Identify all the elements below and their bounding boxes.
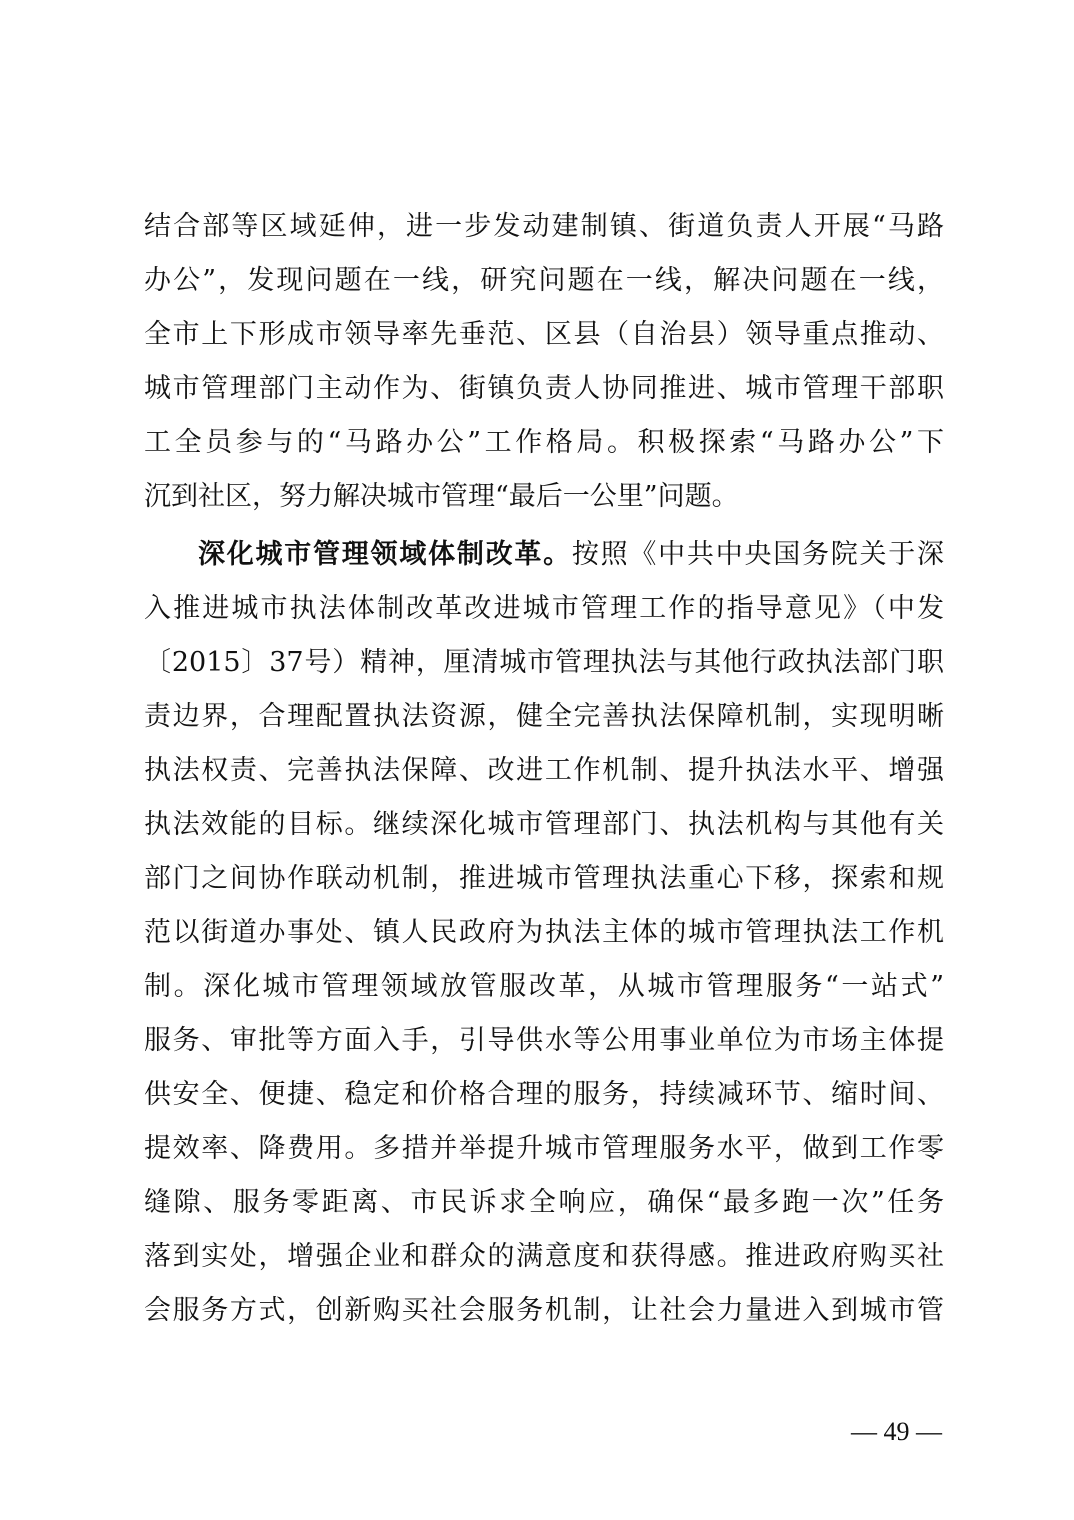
text-line: 部门之间协作联动机制，推进城市管理执法重心下移，探索和规 <box>144 863 944 894</box>
text-line: 执法效能的目标。继续深化城市管理部门、执法机构与其他有关 <box>144 809 944 840</box>
text-line-first <box>144 528 944 582</box>
text-line: 制。深化城市管理领域放管服改革，从城市管理服务“一站式” <box>144 971 944 1002</box>
text-line: 落到实处，增强企业和群众的满意度和获得感。推进政府购买社 <box>144 1241 944 1272</box>
text-line: 结合部等区域延伸，进一步发动建制镇、街道负责人开展“马路 <box>144 211 944 242</box>
paragraph-road-office <box>144 200 944 524</box>
text-line: 办公”，发现问题在一线，研究问题在一线，解决问题在一线， <box>144 265 944 296</box>
text-line: 提效率、降费用。多措并举提升城市管理服务水平，做到工作零 <box>144 1133 944 1164</box>
page-number: — 49 — <box>851 1417 942 1446</box>
text-line: 服务、审批等方面入手，引导供水等公用事业单位为市场主体提 <box>144 1025 944 1056</box>
text-line: 责边界，合理配置执法资源，健全完善执法保障机制，实现明晰 <box>144 701 944 732</box>
text-line: 城市管理部门主动作为、街镇负责人协同推进、城市管理干部职 <box>144 373 944 404</box>
text-line: 范以街道办事处、镇人民政府为执法主体的城市管理执法工作机 <box>144 917 944 948</box>
text-line: 入推进城市执法体制改革改进城市管理工作的指导意见》（中发 <box>144 593 944 624</box>
text-line: 执法权责、完善执法保障、改进工作机制、提升执法水平、增强 <box>144 755 944 786</box>
section-heading: 深化城市管理领域体制改革。 <box>198 539 572 570</box>
text-line: 工全员参与的“马路办公”工作格局。积极探索“马路办公”下 <box>144 427 944 458</box>
heading-continuation: 按照《中共中央国务院关于深 <box>571 539 944 570</box>
text-line: 供安全、便捷、稳定和价格合理的服务，持续减环节、缩时间、 <box>144 1079 944 1110</box>
paragraph-system-reform <box>144 528 944 1338</box>
text-line: 沉到社区，努力解决城市管理“最后一公里”问题。 <box>144 481 739 512</box>
text-line: 全市上下形成市领导率先垂范、区县（自治县）领导重点推动、 <box>144 319 944 350</box>
text-line: 会服务方式，创新购买社会服务机制，让社会力量进入到城市管 <box>144 1295 944 1326</box>
text-line: 缝隙、服务零距离、市民诉求全响应，确保“最多跑一次”任务 <box>144 1187 944 1218</box>
text-line: 〔2015〕37号）精神，厘清城市管理执法与其他行政执法部门职 <box>144 647 944 678</box>
